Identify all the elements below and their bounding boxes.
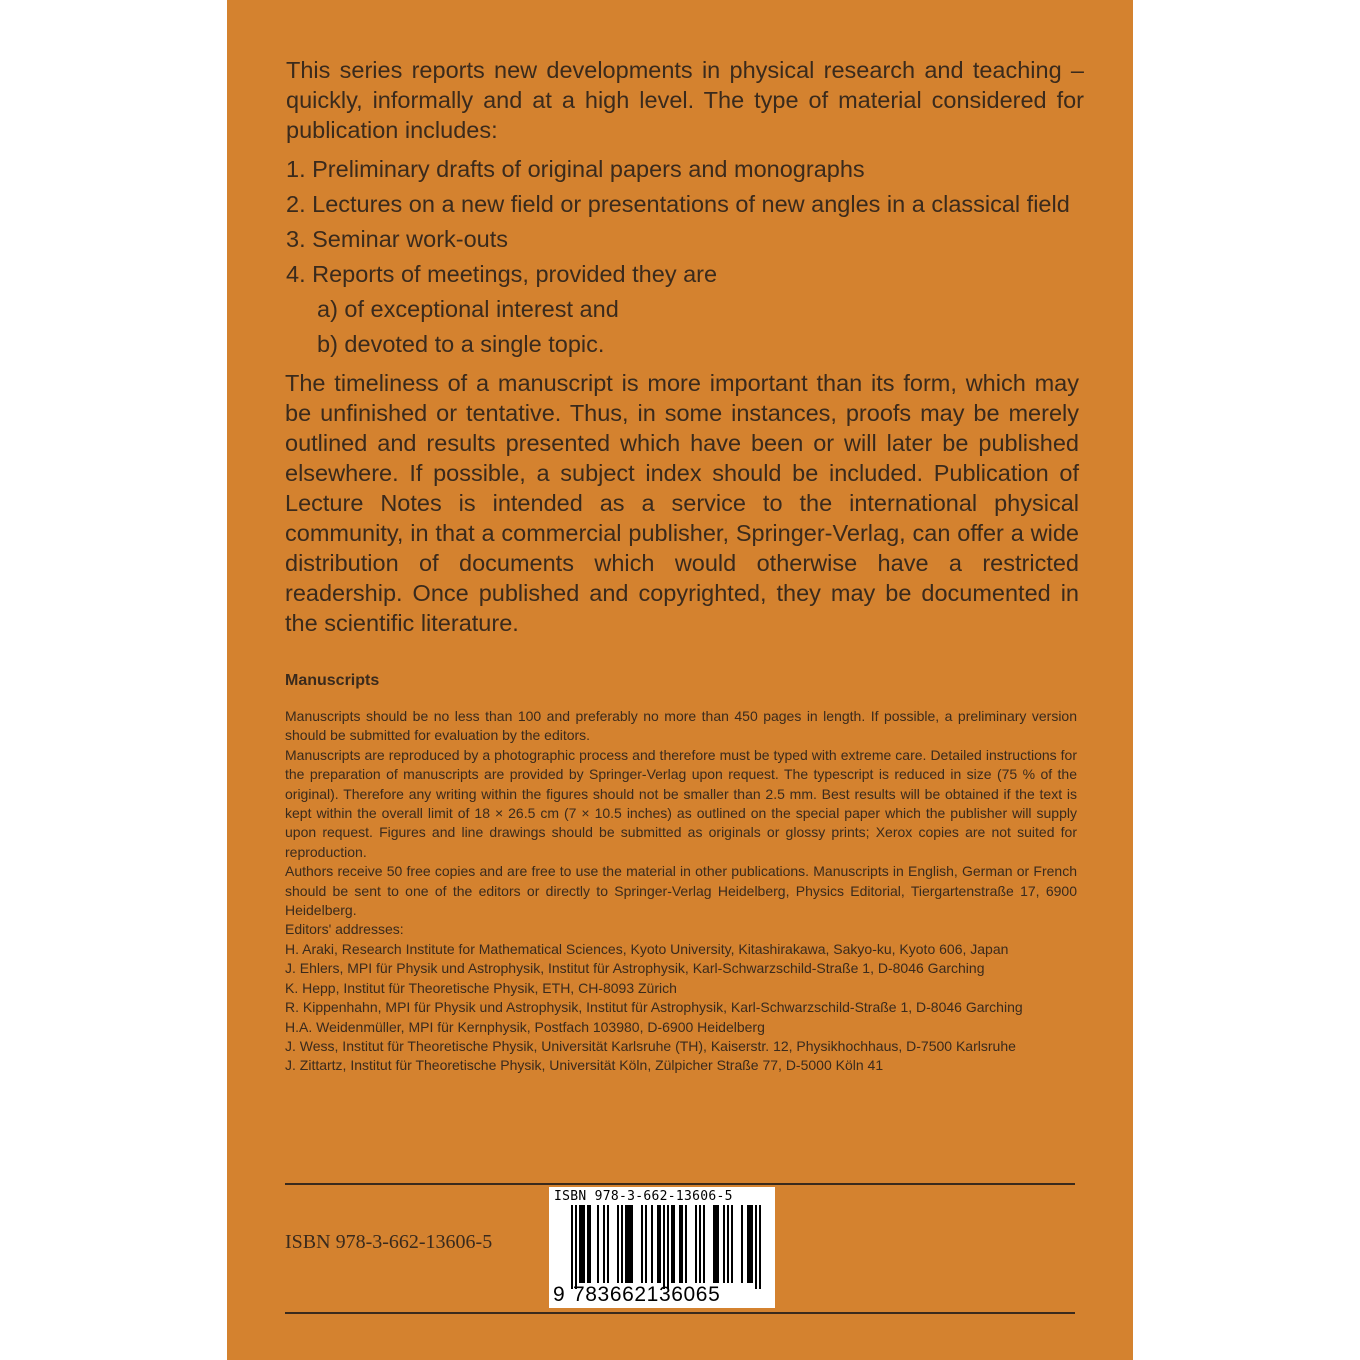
- barcode-bar: [587, 1205, 589, 1283]
- barcode-bar: [749, 1205, 751, 1283]
- manuscripts-heading: Manuscripts: [285, 672, 380, 689]
- editor-address: H. Araki, Research Institute for Mathematical Sciences, Kyoto University, Kitashirakawa, Sakyo-ku, Kyoto 606, Japan: [285, 940, 1009, 957]
- manuscripts-paragraph: Manuscripts should be no less than 100 and preferably no more than 450 pages in length. If possible, a preliminary version should be submitted for evaluation by the editors.: [285, 708, 1077, 744]
- barcode-bar: [607, 1205, 609, 1283]
- barcode-bar: [679, 1205, 681, 1283]
- barcode-bar: [715, 1205, 717, 1283]
- manuscripts-body: [285, 707, 1077, 1076]
- barcode-bar: [747, 1205, 749, 1283]
- editor-address: H.A. Weidenmüller, MPI für Kernphysik, Postfach 103980, D-6900 Heidelberg: [285, 1018, 765, 1035]
- barcode-bar: [681, 1205, 683, 1283]
- barcode-bar: [597, 1205, 599, 1283]
- barcode-bar: [621, 1205, 623, 1283]
- editor-address: R. Kippenhahn, MPI für Physik und Astrophysik, Institut für Astrophysik, Karl-Schwarzschild-Straße 1, D-8046 Garching: [285, 999, 1023, 1016]
- isbn-barcode: [549, 1187, 775, 1308]
- barcode-bar: [759, 1205, 761, 1289]
- material-list: [286, 153, 1106, 363]
- barcode-bar: [641, 1205, 643, 1283]
- barcode-bar: [731, 1205, 733, 1283]
- timeliness-paragraph: The timeliness of a manuscript is more important than its form, which may be unfinished or tentative. Thus, in some instances, proofs may be merely outlined and results presented which have been or will later be published elsewhere. If possible, a subject index should be included. Publication of Lecture Notes is intended as a service to the international physical community, in that a commercial publisher, Springer-Verlag, can offer a wide distribution of documents which would otherwise have a restricted readership. Once published and copyrighted, they may be documented in the scientific literature.: [285, 370, 1079, 636]
- barcode-bar: [617, 1205, 619, 1283]
- top-divider: [285, 1183, 1075, 1185]
- manuscripts-paragraph: Authors receive 50 free copies and are free to use the material in other publications. Manuscripts in English, German or French should be sent to one of the editors or directly to Springer-Verlag Heidelberg, Physics Editorial, Tiergartenstraße 17, 6900 Heidelberg.: [285, 863, 1077, 919]
- barcode-bar: [603, 1205, 605, 1283]
- editor-address: J. Zittartz, Institut für Theoretische Physik, Universität Köln, Zülpicher Straße 77, D-5000 Köln 41: [285, 1057, 884, 1074]
- barcode-bar: [627, 1205, 629, 1283]
- editor-address: J. Wess, Institut für Theoretische Physik, Universität Karlsruhe (TH), Kaiserstr. 12, Physikhochhaus, D-7500 Karlsruhe: [285, 1037, 1016, 1054]
- barcode-bar: [703, 1205, 705, 1283]
- list-item: 4. Reports of meetings, provided they are: [286, 261, 718, 287]
- barcode-isbn-label: ISBN 978-3-662-13606-5: [554, 1189, 733, 1204]
- editors-heading: Editors' addresses:: [285, 921, 404, 938]
- barcode-bar: [695, 1205, 697, 1283]
- barcode-bar: [751, 1205, 753, 1283]
- barcode-bar: [699, 1205, 701, 1283]
- barcode-bar: [755, 1205, 757, 1289]
- barcode-bar: [651, 1205, 653, 1283]
- intro-paragraph: This series reports new developments in physical research and teaching – quickly, informally and at a high level. The type of material considered for publication includes:: [286, 57, 1084, 143]
- barcode-bar: [579, 1205, 581, 1283]
- list-item: 1. Preliminary drafts of original papers and monographs: [286, 156, 865, 182]
- barcode-bar: [659, 1205, 661, 1283]
- barcode-bar: [657, 1205, 659, 1283]
- barcode-bar: [589, 1205, 591, 1283]
- back-cover: [227, 0, 1133, 1360]
- barcode-bar: [727, 1205, 729, 1283]
- bottom-divider: [285, 1312, 1075, 1314]
- barcode-bar: [685, 1205, 687, 1283]
- barcode-bar: [575, 1205, 577, 1289]
- barcode-bar: [631, 1205, 633, 1283]
- barcode-bar: [625, 1205, 627, 1283]
- editor-address: J. Ehlers, MPI für Physik und Astrophysik, Institut für Astrophysik, Karl-Schwarzschild-Straße 1, D-8046 Garching: [285, 960, 985, 977]
- barcode-bar: [663, 1205, 665, 1289]
- barcode-bar: [583, 1205, 585, 1283]
- barcode-bar: [629, 1205, 631, 1283]
- barcode-bar: [713, 1205, 715, 1283]
- list-subitem: a) of exceptional interest and: [317, 296, 619, 322]
- list-item: 2. Lectures on a new field or presentations of new angles in a classical field: [286, 191, 1070, 217]
- barcode-digit-string: 783662136065: [573, 1283, 721, 1306]
- barcode-first-digit: 9: [553, 1283, 565, 1306]
- isbn-text: ISBN 978-3-662-13606-5: [285, 1231, 493, 1253]
- barcode-bar: [645, 1205, 647, 1283]
- barcode-bar: [673, 1205, 675, 1283]
- list-item: 3. Seminar work-outs: [286, 226, 509, 252]
- barcode-bar: [741, 1205, 743, 1283]
- barcode-bar: [717, 1205, 719, 1283]
- barcode-bar: [671, 1205, 673, 1283]
- barcode-bar: [667, 1205, 669, 1289]
- barcode-bar: [723, 1205, 725, 1283]
- barcode-bar: [571, 1205, 573, 1289]
- barcode-bar: [581, 1205, 583, 1283]
- editor-address: K. Hepp, Institut für Theoretische Physik, ETH, CH-8093 Zürich: [285, 979, 677, 996]
- manuscripts-paragraph: Manuscripts are reproduced by a photographic process and therefore must be typed with extreme care. Detailed instructions for the preparation of manuscripts are provided by Springer-Verlag upon request. The typescript is reduced in size (75 % of the original). Therefore any writing within the figures should not be smaller than 2.5 mm. Best results will be obtained if the text is kept within the overall limit of 18 × 26.5 cm (7 × 10.5 inches) as outlined on the special paper which the publisher will supply upon request. Figures and line drawings should be submitted as originals or glossy prints; Xerox copies are not suited for reproduction.: [285, 746, 1077, 860]
- list-subitem: b) devoted to a single topic.: [317, 331, 605, 357]
